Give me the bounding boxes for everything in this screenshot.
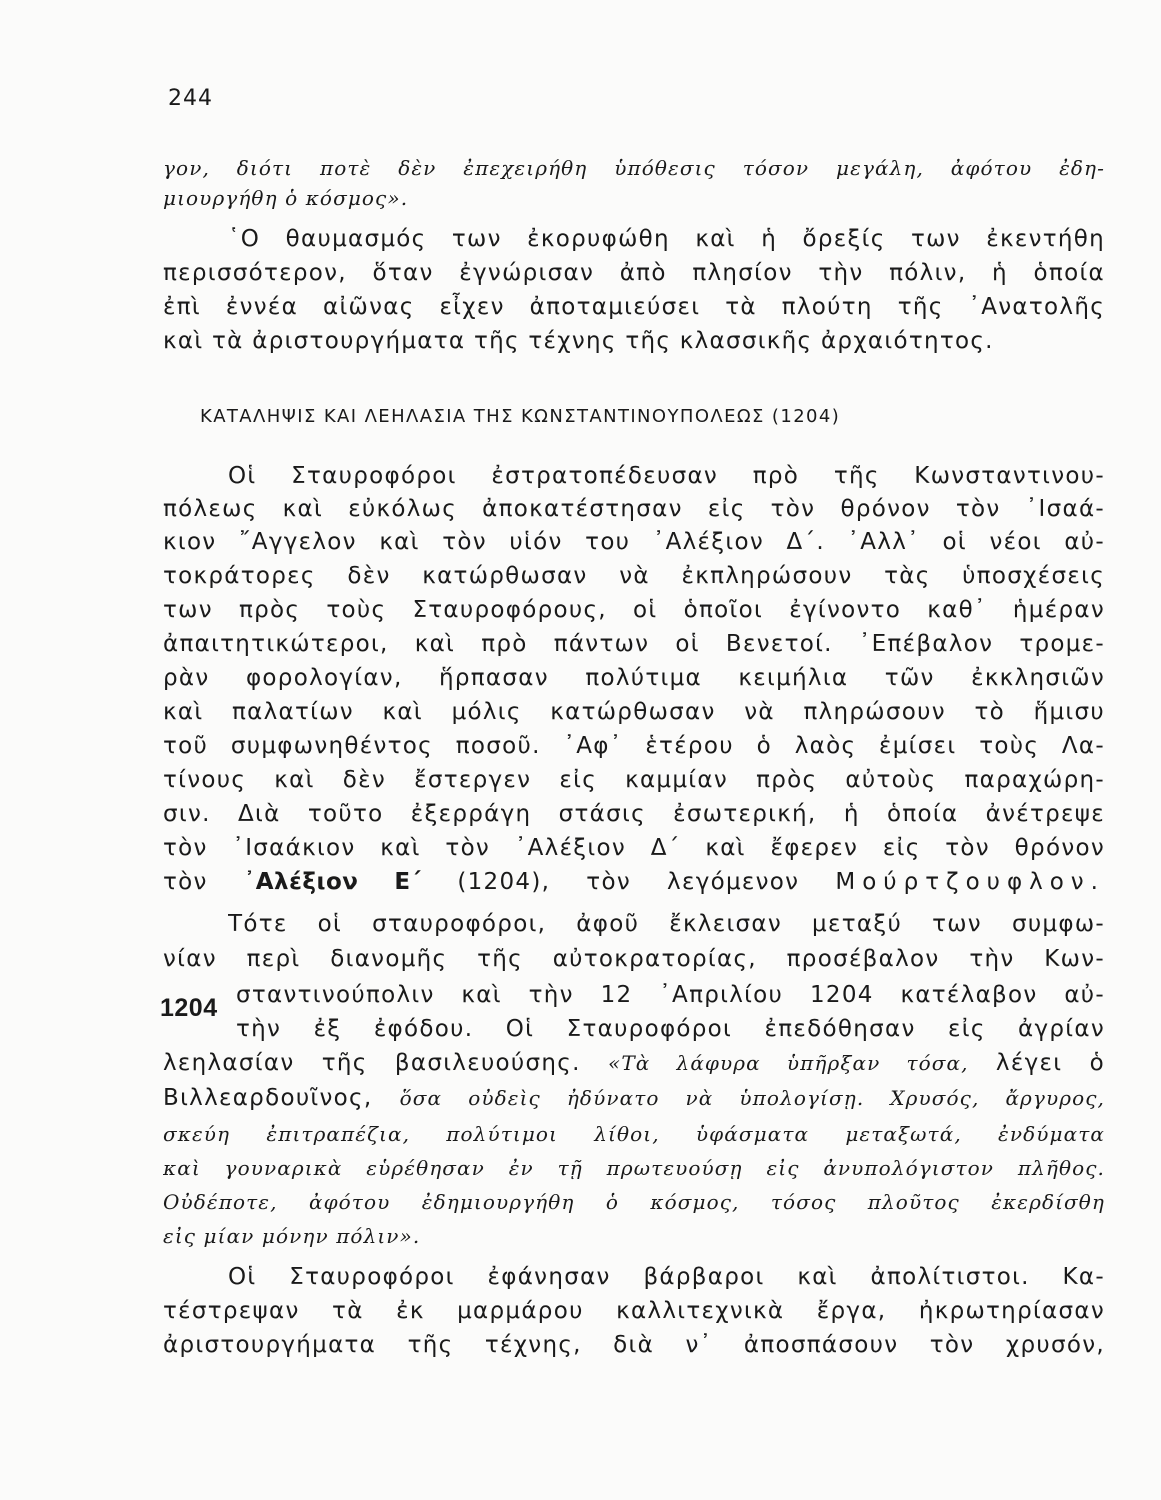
quote-line: Οὐδέποτε, ἀφότου ἐδημιουργήθη ὁ κόσμος, τόσος πλοῦτος ἐκερδίσθη xyxy=(163,1190,1105,1214)
quote-text: ὅσα οὐδεὶς ἠδύνατο νὰ ὑπολογίσῃ. Χρυσός, ἄργυρος, xyxy=(399,1086,1105,1110)
body-line: σιν. Διὰ τοῦτο ἐξερράγη στάσις ἐσωτερική, ἡ ὁποία ἀνέτρεψε xyxy=(163,801,1105,827)
margin-year: 1204 xyxy=(160,994,218,1022)
quote-line: μιουργήθη ὁ κόσμος». xyxy=(163,186,409,210)
body-line: τίνους καὶ δὲν ἔστεργεν εἰς καμμίαν πρὸς αὐτοὺς παραχώρη- xyxy=(163,767,1105,793)
body-line: ρὰν φορολογίαν, ἥρπασαν πολύτιμα κειμήλια τῶν ἐκκλησιῶν xyxy=(163,665,1105,691)
quote-line: σκεύη ἐπιτραπέζια, πολύτιμοι λίθοι, ὑφάσματα μεταξωτά, ἐνδύματα xyxy=(163,1122,1105,1146)
body-line: κιον ῎Αγγελον καὶ τὸν υἱόν του ᾿Αλέξιον Δ΄. ᾿Αλλ᾿ οἱ νέοι αὐ- xyxy=(163,529,1105,555)
body-line: ἀριστουργήματα τῆς τέχνης, διὰ ν᾿ ἀποσπάσουν τὸν χρυσόν, xyxy=(163,1332,1105,1358)
quote-text: «Τὰ λάφυρα ὑπῆρξαν τόσα, xyxy=(608,1051,969,1075)
text: Βιλλεαρδουῖνος, xyxy=(163,1085,373,1111)
section-heading: ΚΑΤΑΛΗΨΙΣ ΚΑΙ ΛΕΗΛΑΣΙΑ ΤΗΣ ΚΩΝΣΤΑΝΤΙΝΟΥΠΟΛΕΩΣ (1204) xyxy=(200,406,841,427)
body-line: τοκράτορες δὲν κατώρθωσαν νὰ ἐκπληρώσουν τὰς ὑποσχέσεις xyxy=(163,563,1105,589)
body-line: τὴν ἐξ ἐφόδου. Οἱ Σταυροφόροι ἐπεδόθησαν εἰς ἀγρίαν xyxy=(236,1016,1105,1042)
body-line: πόλεως καὶ εὐκόλως ἀποκατέστησαν εἰς τὸν θρόνον τὸν ᾿Ισαά- xyxy=(163,496,1105,522)
body-line: νίαν περὶ διανομῆς τῆς αὐτοκρατορίας, προσέβαλον τὴν Κων- xyxy=(163,946,1105,972)
body-line: των πρὸς τοὺς Σταυροφόρους, οἱ ὁποῖοι ἐγίνοντο καθ᾿ ἡμέραν xyxy=(163,597,1105,623)
body-line-last xyxy=(163,867,1105,897)
emperor-nickname: Μούρτζουφλον. xyxy=(835,869,1105,895)
body-line: τοῦ συμφωνηθέντος ποσοῦ. ᾿Αφ᾿ ἑτέρου ὁ λαὸς ἐμίσει τοὺς Λα- xyxy=(163,733,1105,759)
quote-line: εἰς μίαν μόνην πόλιν». xyxy=(163,1224,421,1248)
text: λέγει ὁ xyxy=(995,1050,1105,1076)
body-line: τὸν ᾿Ισαάκιον καὶ τὸν ᾿Αλέξιον Δ΄ καὶ ἔφερεν εἰς τὸν θρόνον xyxy=(163,835,1105,861)
body-line: περισσότερον, ὅταν ἐγνώρισαν ἀπὸ πλησίον τὴν πόλιν, ἡ ὁποία xyxy=(163,260,1105,286)
quote-line: καὶ γουναρικὰ εὑρέθησαν ἐν τῇ πρωτευούσῃ εἰς ἀνυπολόγιστον πλῆθος. xyxy=(163,1156,1105,1180)
body-line: τέστρεψαν τὰ ἐκ μαρμάρου καλλιτεχνικὰ ἔργα, ἠκρωτηρίασαν xyxy=(163,1298,1105,1324)
body-line xyxy=(163,1083,1105,1113)
text: (1204), τὸν λεγόμενον xyxy=(457,869,800,895)
body-line: Οἱ Σταυροφόροι ἐφάνησαν βάρβαροι καὶ ἀπολίτιστοι. Κα- xyxy=(228,1264,1105,1290)
body-line: καὶ παλατίων καὶ μόλις κατώρθωσαν νὰ πληρώσουν τὸ ἥμισυ xyxy=(163,699,1105,725)
text: λεηλασίαν τῆς βασιλευούσης. xyxy=(163,1050,581,1076)
body-line: ἐπὶ ἐννέα αἰῶνας εἶχεν ἀποταμιεύσει τὰ πλούτη τῆς ᾿Ανατολῆς xyxy=(163,294,1105,320)
body-line xyxy=(163,1048,1105,1078)
emperor-name: ᾿Αλέξιον Ε΄ xyxy=(243,869,422,895)
text: τὸν xyxy=(163,869,208,895)
quote-line: γον, διότι ποτὲ δὲν ἐπεχειρήθη ὑπόθεσις τόσον μεγάλη, ἀφότου ἐδη- xyxy=(163,156,1105,180)
body-line: ἀπαιτητικώτεροι, καὶ πρὸ πάντων οἱ Βενετοί. ᾿Επέβαλον τρομε- xyxy=(163,631,1105,657)
body-line: ῾Ο θαυμασμός των ἐκορυφώθη καὶ ἡ ὄρεξίς των ἐκεντήθη xyxy=(228,226,1105,252)
body-line: Οἱ Σταυροφόροι ἐστρατοπέδευσαν πρὸ τῆς Κωνσταντινου- xyxy=(228,463,1105,489)
page-number: 244 xyxy=(168,86,213,111)
body-line: Τότε οἱ σταυροφόροι, ἀφοῦ ἔκλεισαν μεταξύ των συμφω- xyxy=(228,911,1105,937)
body-line: καὶ τὰ ἀριστουργήματα τῆς τέχνης τῆς κλασσικῆς ἀρχαιότητος. xyxy=(163,328,994,354)
body-line: σταντινούπολιν καὶ τὴν 12 ᾿Απριλίου 1204 κατέλαβον αὐ- xyxy=(236,982,1105,1008)
